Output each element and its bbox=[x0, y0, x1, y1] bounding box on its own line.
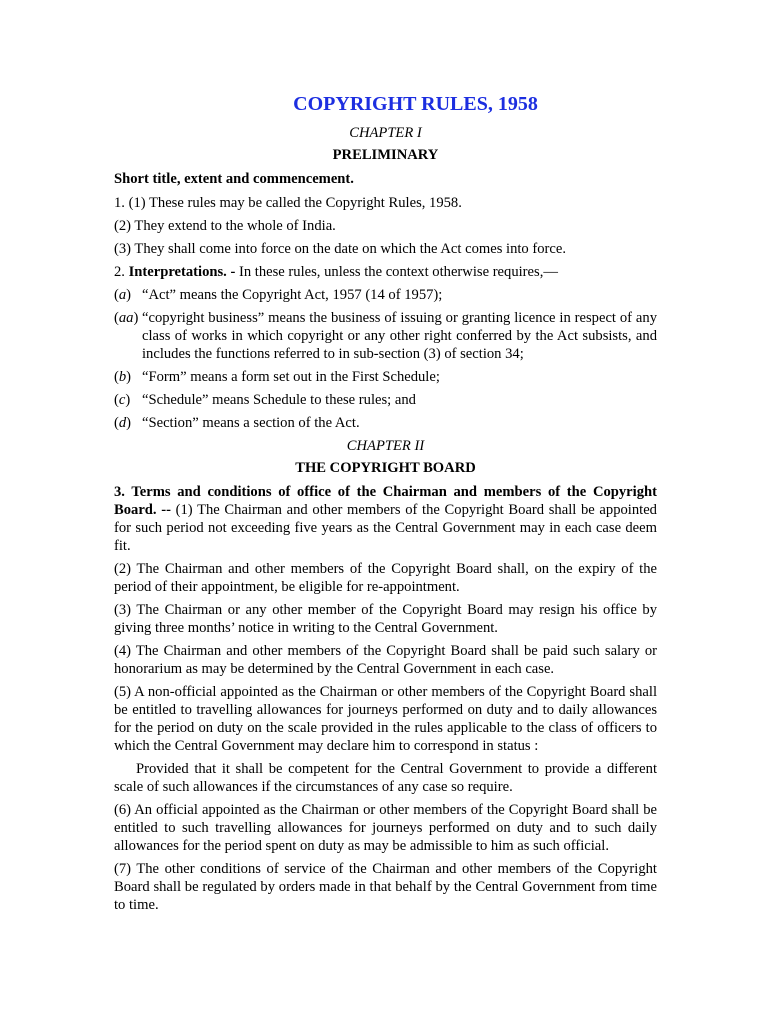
rule-3-4: (4) The Chairman and other members of the Copyright Board shall be paid such salary or honorarium as may be determined by the Central Government in each case. bbox=[114, 643, 657, 677]
definition-text: “Schedule” means Schedule to these rules; and bbox=[142, 392, 416, 408]
rule-3-7: (7) The other conditions of service of the Chairman and other members of the Copyright Board shall be regulated by orders made in that behalf by the Central Government from time to time. bbox=[114, 861, 657, 913]
rule-2-heading: Interpretations. - bbox=[128, 264, 236, 280]
definition-text: “copyright business” means the business of issuing or granting licence in respect of any class of works in which copyright or any other right conferred by the Act subsists, and includes the functions referred to in sub-section (3) of section 34; bbox=[142, 310, 657, 362]
definition-a bbox=[114, 286, 657, 304]
rule-3-1 bbox=[114, 483, 657, 555]
rule-3-6: (6) An official appointed as the Chairman or other members of the Copyright Board shall be entitled to such travelling allowances for journeys performed on duty and to such daily allowances for the period spent on duty as may be admissible to him as such official. bbox=[114, 802, 657, 854]
definition-d bbox=[114, 414, 657, 432]
rule-2-number: 2. bbox=[114, 264, 129, 280]
definition-label: (c) bbox=[114, 392, 131, 408]
chapter-2-label: CHAPTER II bbox=[346, 438, 425, 454]
section-heading-short-title: Short title, extent and commencement. bbox=[114, 171, 354, 187]
document-title: COPYRIGHT RULES, 1958 bbox=[293, 93, 538, 115]
rule-2-intro bbox=[114, 263, 657, 281]
rule-3-heading: 3. Terms and conditions of office of the Chairman and members of the Copyright Board. -- bbox=[114, 484, 657, 518]
rule-3-2: (2) The Chairman and other members of the Copyright Board shall, on the expiry of the period of their appointment, be eligible for re-appointment. bbox=[114, 561, 657, 595]
chapter-1-name: PRELIMINARY bbox=[332, 147, 439, 163]
definition-label: (d) bbox=[114, 415, 132, 431]
rule-1-3: (3) They shall come into force on the date on which the Act comes into force. bbox=[114, 241, 566, 257]
definition-b bbox=[114, 368, 657, 386]
definition-label: (a) bbox=[114, 287, 132, 303]
rule-3-5: (5) A non-official appointed as the Chairman or other members of the Copyright Board shall be entitled to travelling allowances for journeys performed on duty and to daily allowances for the period on duty on the scale provided in the rules applicable to the class of officers to which the Central Government may declare him to correspond in status : bbox=[114, 684, 657, 754]
definition-label: (aa) bbox=[114, 310, 139, 326]
rule-3-proviso: Provided that it shall be competent for the Central Government to provide a different scale of such allowances if the circumstances of any case so require. bbox=[114, 761, 657, 795]
rule-1-1: 1. (1) These rules may be called the Copyright Rules, 1958. bbox=[114, 195, 462, 211]
chapter-2-name: THE COPYRIGHT BOARD bbox=[295, 460, 476, 476]
definition-text: “Section” means a section of the Act. bbox=[142, 415, 360, 431]
definition-label: (b) bbox=[114, 369, 132, 385]
definition-c bbox=[114, 391, 657, 409]
rule-3-1-text: (1) The Chairman and other members of the Copyright Board shall be appointed for such period not exceeding five years as the Central Government may in each case deem fit. bbox=[114, 502, 657, 554]
rule-2-text: In these rules, unless the context otherwise requires,— bbox=[235, 264, 558, 280]
document-page bbox=[114, 92, 657, 919]
definition-text: “Act” means the Copyright Act, 1957 (14 of 1957); bbox=[142, 287, 443, 303]
rule-3-3: (3) The Chairman or any other member of the Copyright Board may resign his office by giving three months’ notice in writing to the Central Government. bbox=[114, 602, 657, 636]
definition-aa bbox=[114, 309, 657, 363]
definition-text: “Form” means a form set out in the First Schedule; bbox=[142, 369, 440, 385]
chapter-1-label: CHAPTER I bbox=[349, 125, 422, 141]
rule-1-2: (2) They extend to the whole of India. bbox=[114, 218, 336, 234]
